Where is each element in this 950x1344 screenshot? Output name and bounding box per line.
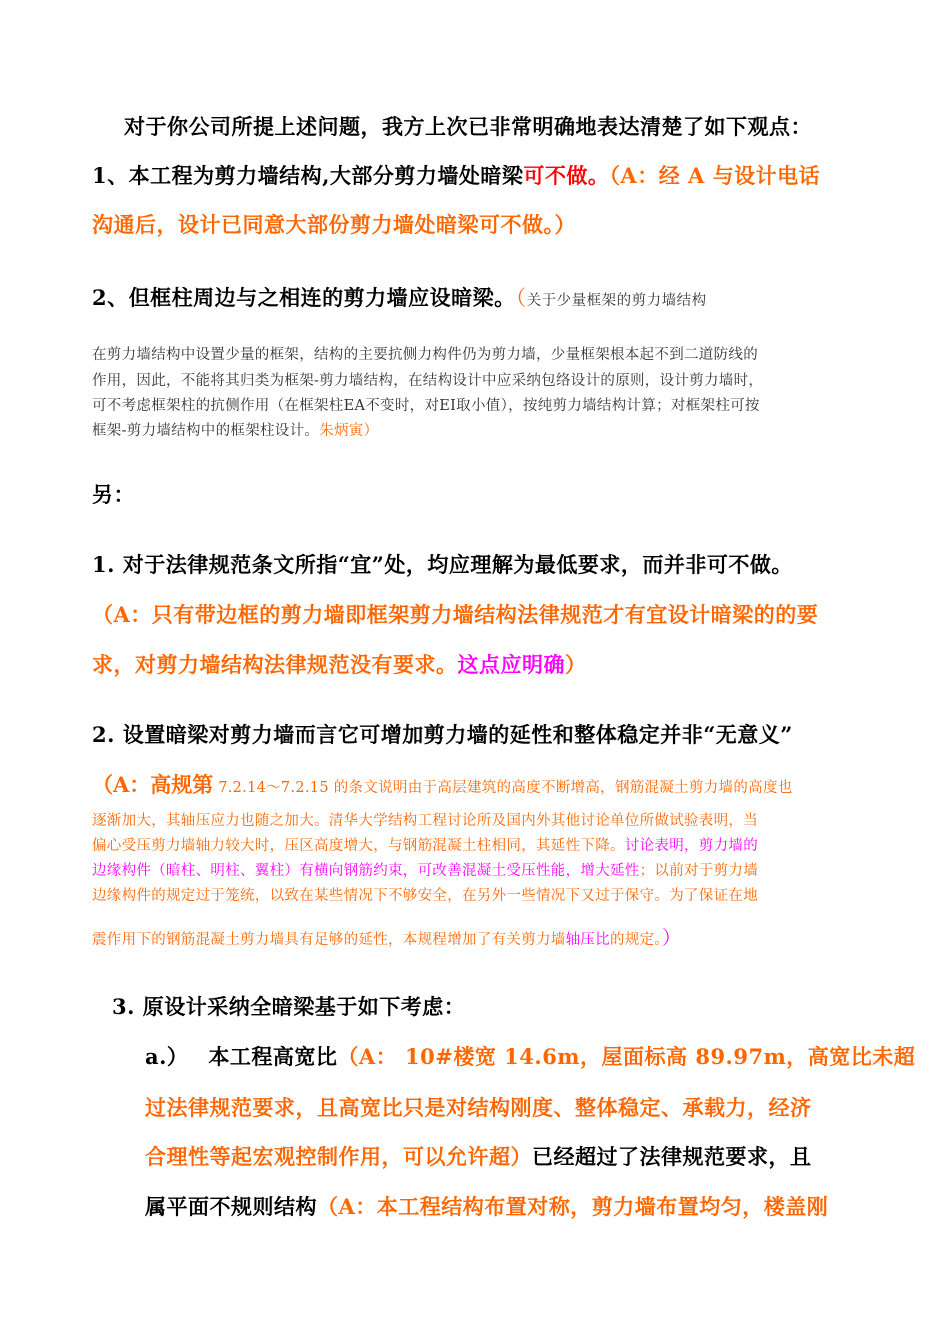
item-2-answer-head: （A：高规第 [92,772,214,797]
item-2-answer-text-3: 偏心受压剪力墙轴力较大时，压区高度增大，与钢筋混凝土柱相同，其延性下降。 [92,838,625,854]
item-3-a-line-1 [145,1046,915,1067]
point-2-text: 2、但框柱周边与之相连的剪力墙应设暗梁。 [92,285,516,310]
item-2-answer-line-1 [92,774,793,796]
item-1-text: 1. 对于法律规范条文所指“宜”处，均应理解为最低要求，而并非可不做。 [92,552,793,577]
point-2-line [92,287,707,309]
point-2-note-author: 朱炳寅） [319,423,379,439]
item-3-a-text: 本工程高宽比 [208,1044,338,1069]
item-2-answer-line-5: 边缘构件的规定过于笼统，以致在某些情况下不够安全，在另外一些情况下又过于保守。为了保证在地 [92,888,758,904]
item-3-text: 3. 原设计采纳全暗梁基于如下考虑： [112,994,466,1019]
point-1-line-1 [92,165,820,186]
item-3-a-answer-continued: 合理性等起宏观控制作用，可以允许超） [145,1144,532,1169]
point-2-note-line-1: 在剪力墙结构中设置少量的框架，结构的主要抗侧力构件仍为剪力墙，少量框架根本起不到二道防线的 [92,347,758,363]
item-3-a-text-continued: 已经超过了法律规范要求，且 [532,1144,812,1169]
item-2-answer-line-2: 逐渐加大，其轴压应力也随之加大。清华大学结构工程讨论所及国内外其他讨论单位所做试验表明，当 [92,813,758,829]
item-2-answer-highlight-3: 轴压比 [565,932,611,948]
item-2-answer-tail: 的规定。 [610,932,662,948]
item-1-answer-note: 这点应明确 [457,652,565,677]
item-2-answer-text-6: 震作用下的钢筋混凝土剪力墙具有足够的延性，本规程增加了有关剪力墙 [92,932,566,948]
item-2-answer-text-1: 7.2.14～7.2.15 的条文说明由于高层建筑的高度不断增高，钢筋混凝土剪力墙的高度也 [213,780,793,796]
item-1-answer-line-2 [92,654,587,675]
point-2-note-line-4 [92,424,378,439]
item-2-answer-line-6 [92,929,681,948]
intro-paragraph: 对于你公司所提上述问题，我方上次已非常明确地表达清楚了如下观点： [124,114,812,139]
item-2-answer-highlight-2: 边缘构件（暗柱、明柱、翼柱）有横向钢筋约束，可改善混凝土受压性能，增大延性 [92,863,640,879]
item-3-a-line-3 [145,1146,812,1167]
item-3-a-answer-2: （A：本工程结构布置对称，剪力墙布置均匀，楼盖刚 [317,1194,829,1219]
point-1-text: 1、本工程为剪力墙结构,大部分剪力墙处暗梁 [92,163,524,188]
item-3-a-answer: （A： 10#楼宽 14.6m，屋面标高 89.97m，高宽比未超 [337,1044,916,1069]
point-1-answer: （A：经 A 与设计电话 [609,163,821,188]
item-2-answer-close: ） [661,927,682,949]
item-3-a-line-2: 过法律规范要求，且高宽比只是对结构刚度、整体稳定、承载力，经济 [145,1095,812,1120]
point-2-note-heading: 关于少量框架的剪力墙结构 [526,293,707,309]
point-2-note-line-2: 作用，因此，不能将其归类为框架-剪力墙结构，在结构设计中应采纳包络设计的原则，设计剪力墙时， [92,373,764,389]
point-2-note-last: 框架-剪力墙结构中的框架柱设计。 [92,423,320,439]
item-3-a-text-end: 属平面不规则结构 [145,1194,317,1219]
point-1-answer-continued: 沟通后，设计已同意大部份剪力墙处暗梁可不做。） [92,212,576,237]
item-1-answer-line-1: （A：只有带边框的剪力墙即框架剪力墙结构法律规范才有宜设计暗梁的的要 [92,602,819,627]
item-3-a-line-4 [145,1196,828,1217]
item-3-a-label: a.） [145,1044,189,1069]
point-2-open-paren: （ [515,286,527,310]
item-1-answer-text: 求，对剪力墙结构法律规范没有要求。 [92,652,458,677]
item-2-answer-line-3 [92,839,758,854]
item-2-answer-line-4 [92,864,758,879]
item-1-answer-close: ） [565,652,587,677]
another-heading: 另： [92,482,135,507]
item-2-answer-highlight-1: 讨论表明，剪力墙的 [624,838,758,854]
point-2-note-line-3: 可不考虑框架柱的抗侧作用（在框架柱EA不变时，对EI取小值），按纯剪力墙结构计算；对框架柱可按 [92,398,760,414]
item-2-text: 2. 设置暗梁对剪力墙而言它可增加剪力墙的延性和整体稳定并非“无意义” [92,722,793,747]
item-2-answer-text-4: ；以前对于剪力墙 [639,863,759,879]
point-1-emphasis: 可不做。 [523,163,610,188]
